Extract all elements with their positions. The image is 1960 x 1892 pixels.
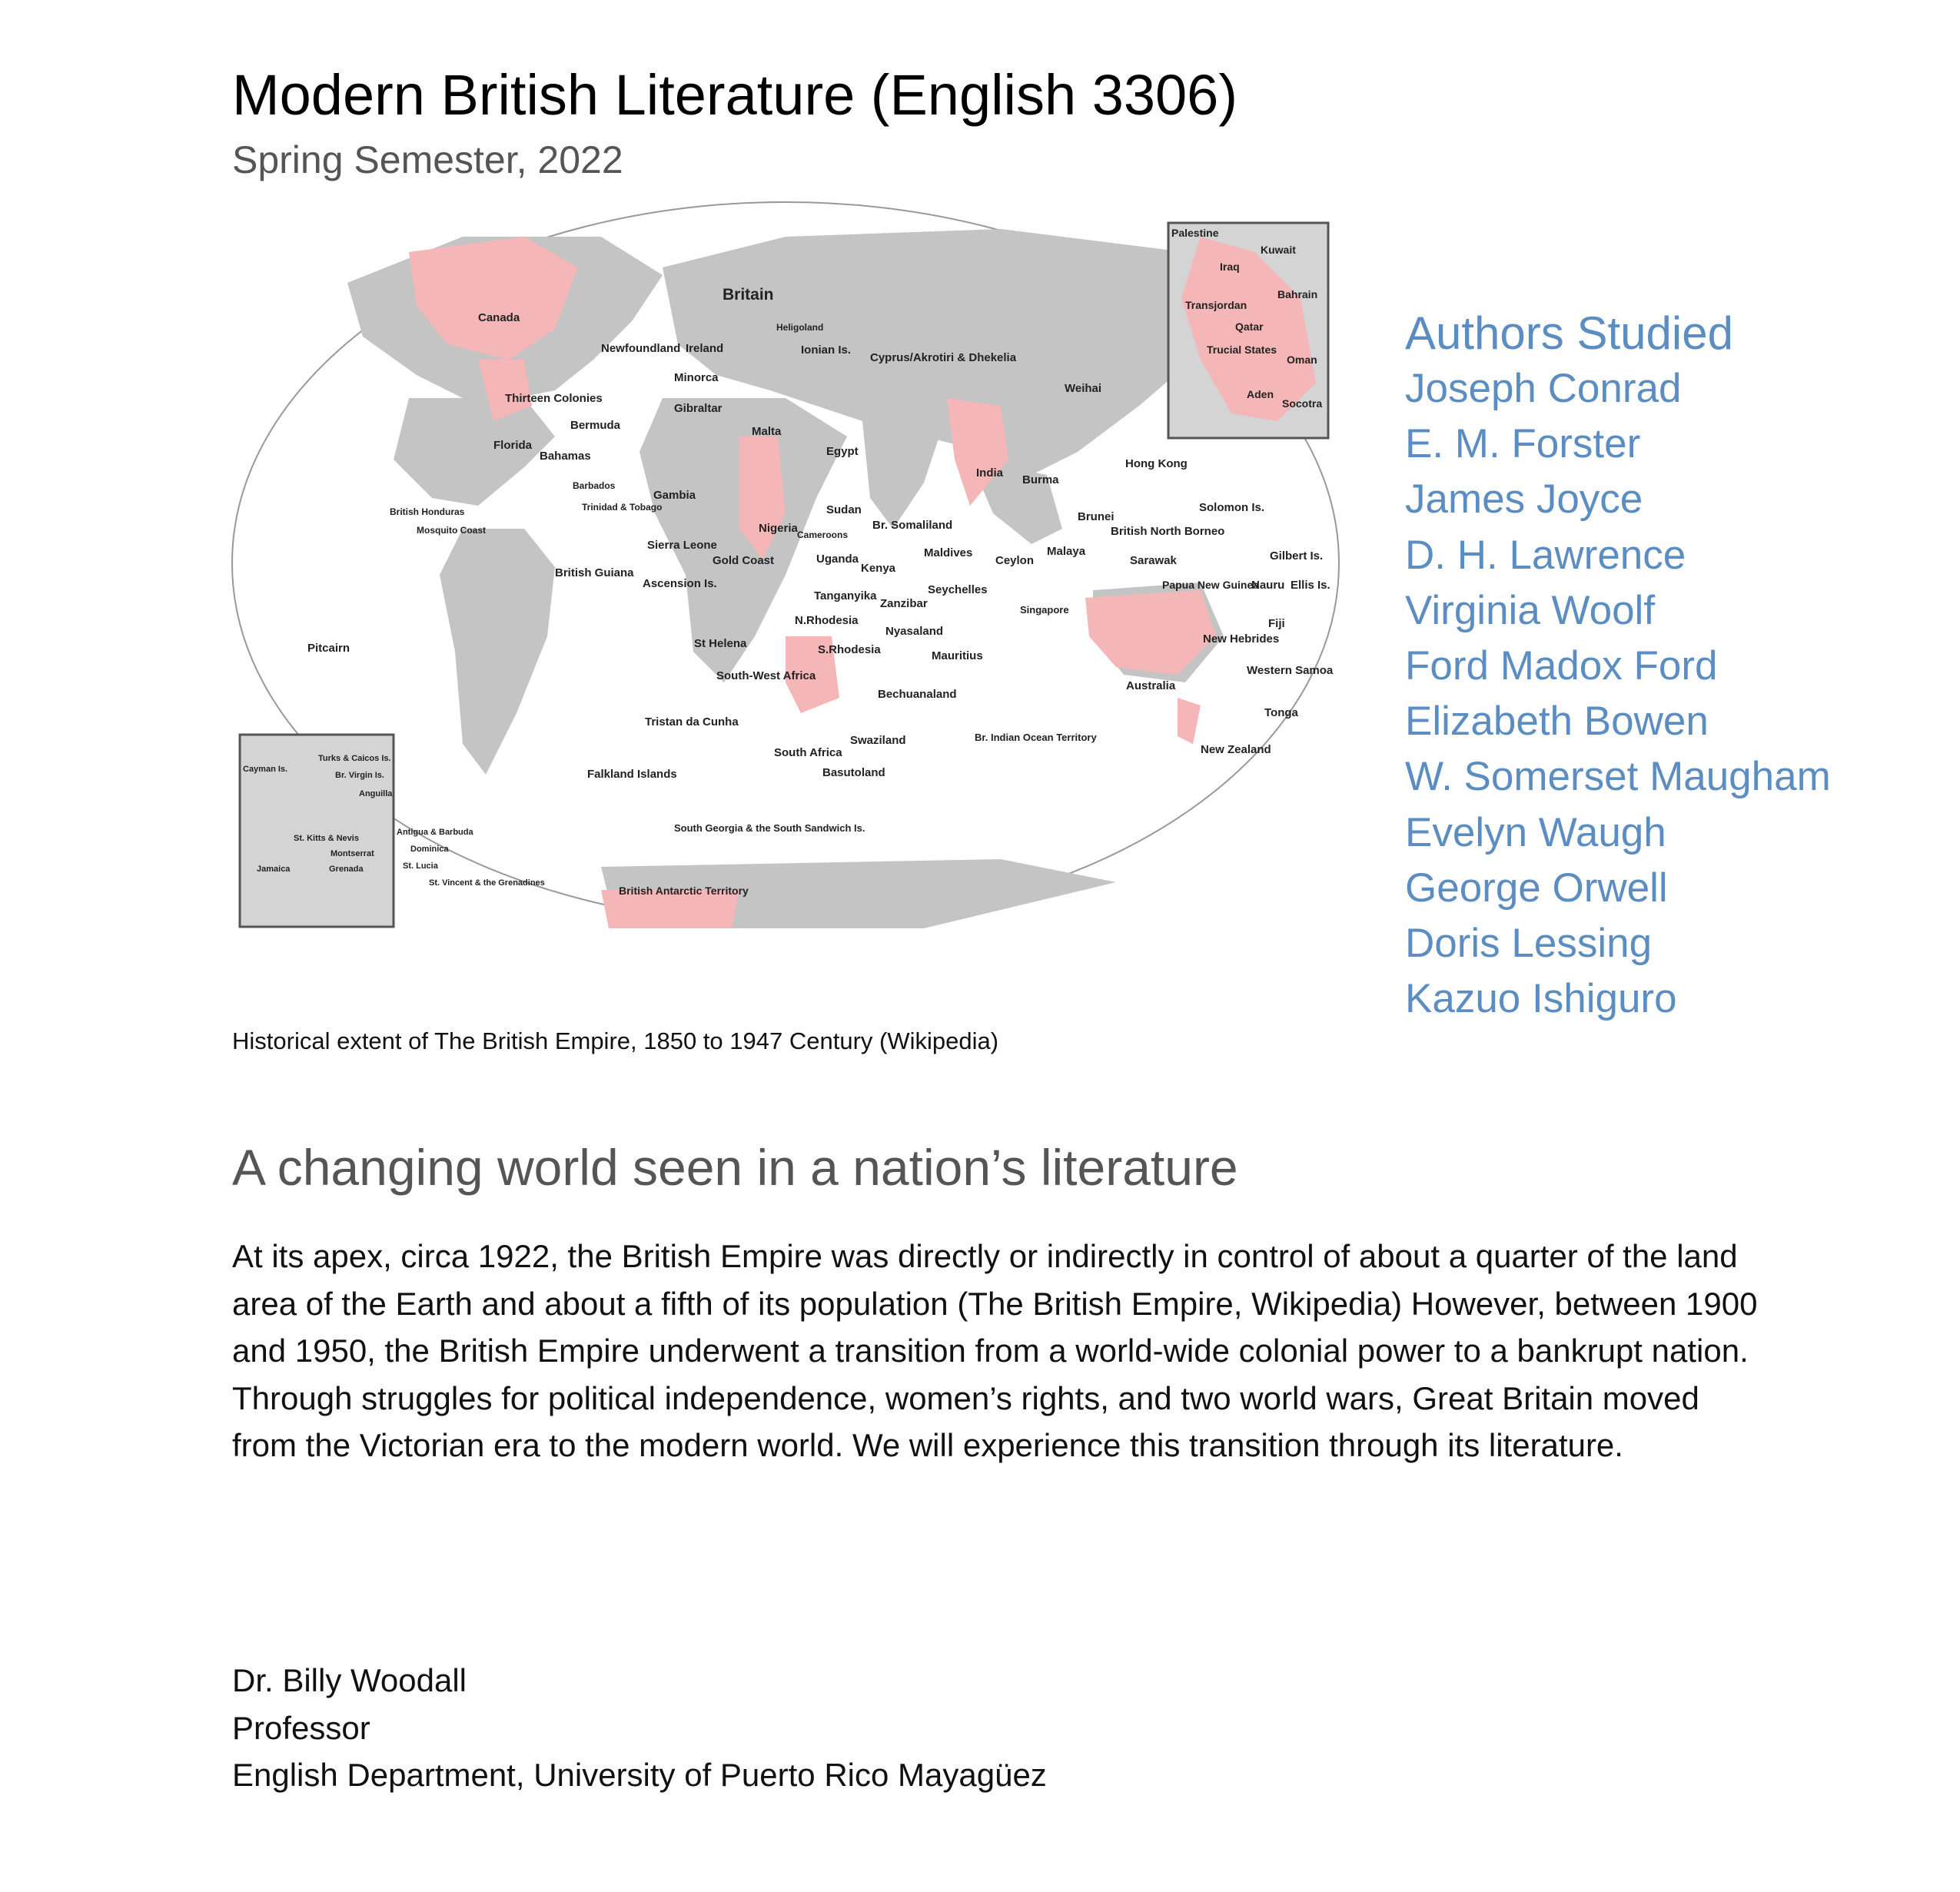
map-label: Malta: [752, 425, 782, 438]
inset-label: Bahrain: [1277, 288, 1318, 300]
map-label: Cyprus/Akrotiri & Dhekelia: [870, 351, 1017, 364]
map-label: S.Rhodesia: [818, 643, 881, 656]
author-item: Elizabeth Bowen: [1405, 699, 1709, 745]
inset-middle-east: [1168, 223, 1328, 438]
inset-label: Palestine: [1171, 227, 1219, 239]
map-label: Gilbert Is.: [1270, 549, 1324, 563]
map-label: Hong Kong: [1125, 457, 1188, 470]
inset-label: St. Vincent & the Grenadines: [429, 878, 545, 888]
authors-heading: Authors Studied: [1405, 307, 1733, 359]
body-paragraph: At its apex, circa 1922, the British Empire was directly or indirectly in control of about a quarter of the land area of the Earth and about a fifth of its population (The British Empire, Wikipedia) However, between 1900 and 1950, the British Empire underwent a transition from a world-wide colonial power to a bankrupt nation. Through struggles for political independence, women’s rights, and two world wars, Great Britain moved from the Victorian era to the modern world. We will experience this transition through its literature.: [232, 1238, 1758, 1464]
map-label: Sarawak: [1130, 554, 1177, 567]
map-label: South Georgia & the South Sandwich Is.: [674, 822, 865, 834]
map-label: Solomon Is.: [1199, 501, 1265, 514]
inset-label: St. Lucia: [403, 861, 438, 871]
author-item: W. Somerset Maugham: [1405, 754, 1831, 800]
map-label: Gold Coast: [713, 554, 775, 567]
signature-role: Professor: [232, 1709, 370, 1746]
map-label: Cameroons: [797, 529, 849, 540]
map-label: India: [976, 466, 1004, 480]
map-label: British Honduras: [390, 506, 465, 517]
map-label: Falkland Islands: [587, 768, 677, 781]
map-label: Britain: [723, 286, 774, 304]
inset-label: Aden: [1247, 388, 1274, 400]
map-label: Bermuda: [570, 419, 621, 432]
signature-department: English Department, University of Puerto Rico Mayagüez: [232, 1757, 1047, 1794]
map-label: Australia: [1126, 679, 1176, 692]
map-label: Burma: [1022, 473, 1059, 486]
map-label: Ceylon: [995, 554, 1035, 567]
author-item: D. H. Lawrence: [1405, 532, 1686, 578]
inset-label: Qatar: [1235, 320, 1264, 333]
inset-label: Anguilla: [359, 789, 393, 798]
author-item: Kazuo Ishiguro: [1405, 976, 1677, 1022]
author-item: Doris Lessing: [1405, 921, 1653, 967]
map-label: Maldives: [924, 546, 973, 559]
page-title: Modern British Literature (English 3306): [232, 63, 1237, 127]
map-caption: Historical extent of The British Empire, 1850 to 1947 Century (Wikipedia): [232, 1027, 999, 1054]
map-label: South-West Africa: [716, 669, 816, 682]
inset-label: Dominica: [410, 845, 449, 854]
map-label: British Guiana: [555, 566, 634, 579]
inset-label: Trucial States: [1207, 344, 1277, 356]
map-label: Nyasaland: [885, 625, 944, 638]
map-label: Heligoland: [776, 322, 824, 333]
map-label: Mosquito Coast: [417, 525, 486, 536]
map-label: Uganda: [816, 553, 859, 566]
map-label: Br. Indian Ocean Territory: [975, 732, 1097, 743]
author-item: James Joyce: [1405, 476, 1643, 523]
map-label: Tanganyika: [814, 589, 877, 602]
map-label: Thirteen Colonies: [505, 392, 603, 405]
map-label: Ionian Is.: [801, 344, 852, 357]
map-label: Basutoland: [822, 766, 885, 779]
inset-label: Kuwait: [1261, 244, 1296, 256]
map-label: N.Rhodesia: [795, 614, 859, 627]
inset-label: Iraq: [1220, 261, 1240, 273]
inset-label: Transjordan: [1185, 299, 1247, 311]
map-label: Nigeria: [759, 522, 798, 535]
map-label: Newfoundland: [601, 342, 681, 355]
map-label: Seychelles: [928, 583, 988, 596]
map-label: Tonga: [1264, 706, 1298, 719]
map-label: Nauru: [1251, 579, 1285, 592]
map-label: Barbados: [573, 480, 616, 491]
map-label: Trinidad & Tobago: [582, 502, 663, 513]
map-svg: [232, 206, 1334, 936]
map-label: Br. Somaliland: [872, 519, 953, 532]
inset-label: St. Kitts & Nevis: [294, 834, 359, 843]
author-item: E. M. Forster: [1405, 421, 1641, 467]
map-label: South Africa: [774, 746, 842, 759]
map-label: Fiji: [1268, 617, 1285, 630]
map-label: Zanzibar: [880, 597, 928, 610]
map-label: St Helena: [694, 637, 747, 650]
map-label: Kenya: [861, 562, 896, 575]
section-heading: A changing world seen in a nation’s literature: [232, 1139, 1238, 1196]
map-label: Sudan: [826, 503, 862, 516]
author-item: Virginia Woolf: [1405, 587, 1656, 633]
map-label: New Hebrides: [1203, 632, 1280, 646]
map-label: British North Borneo: [1111, 525, 1225, 538]
map-label: Ascension Is.: [643, 577, 717, 590]
author-item: Evelyn Waugh: [1405, 809, 1666, 855]
inset-label: Oman: [1287, 354, 1317, 366]
map-label: Mauritius: [932, 649, 983, 662]
inset-label: Turks & Caicos Is.: [318, 754, 391, 763]
map-label: Ireland: [686, 342, 724, 355]
map-label: Minorca: [674, 371, 719, 384]
authors-list: [1405, 361, 1831, 1027]
map-label: Tristan da Cunha: [645, 715, 739, 729]
map-label: Western Samoa: [1247, 664, 1334, 677]
author-item: George Orwell: [1405, 865, 1668, 911]
map-label: British Antarctic Territory: [619, 885, 749, 897]
map-label: Swaziland: [850, 734, 906, 747]
map-label: Brunei: [1078, 510, 1115, 523]
inset-label: Br. Virgin Is.: [335, 771, 384, 780]
map-label: New Zealand: [1201, 743, 1271, 756]
map-label: Weihai: [1065, 382, 1102, 395]
map-label: Bechuanaland: [878, 688, 957, 701]
inset-label: Antigua & Barbuda: [397, 828, 473, 837]
author-item: Ford Madox Ford: [1405, 643, 1718, 689]
map-label: Sierra Leone: [647, 539, 717, 552]
map-label: Malaya: [1047, 545, 1086, 558]
map-label: Papua New Guinea: [1162, 579, 1260, 591]
map-label: Gibraltar: [674, 402, 723, 415]
inset-label: Cayman Is.: [243, 765, 288, 774]
inset-label: Grenada: [329, 865, 364, 874]
author-item: Joseph Conrad: [1405, 366, 1682, 411]
inset-label: Jamaica: [257, 865, 291, 874]
signature-block: [232, 1657, 1047, 1799]
signature-name: Dr. Billy Woodall: [232, 1662, 467, 1698]
map-label: Egypt: [826, 445, 859, 458]
inset-label: Montserrat: [331, 849, 374, 858]
map-label: Bahamas: [540, 450, 591, 463]
map-label: Ellis Is.: [1291, 579, 1330, 592]
map-label: Pitcairn: [307, 642, 350, 655]
map-label: Canada: [478, 311, 520, 324]
inset-label: Socotra: [1282, 397, 1323, 410]
map-label: Florida: [493, 439, 533, 452]
page-subtitle: Spring Semester, 2022: [232, 138, 623, 181]
map-label: Singapore: [1020, 604, 1069, 616]
british-empire-map: [232, 206, 1334, 936]
map-label: Gambia: [653, 489, 696, 502]
